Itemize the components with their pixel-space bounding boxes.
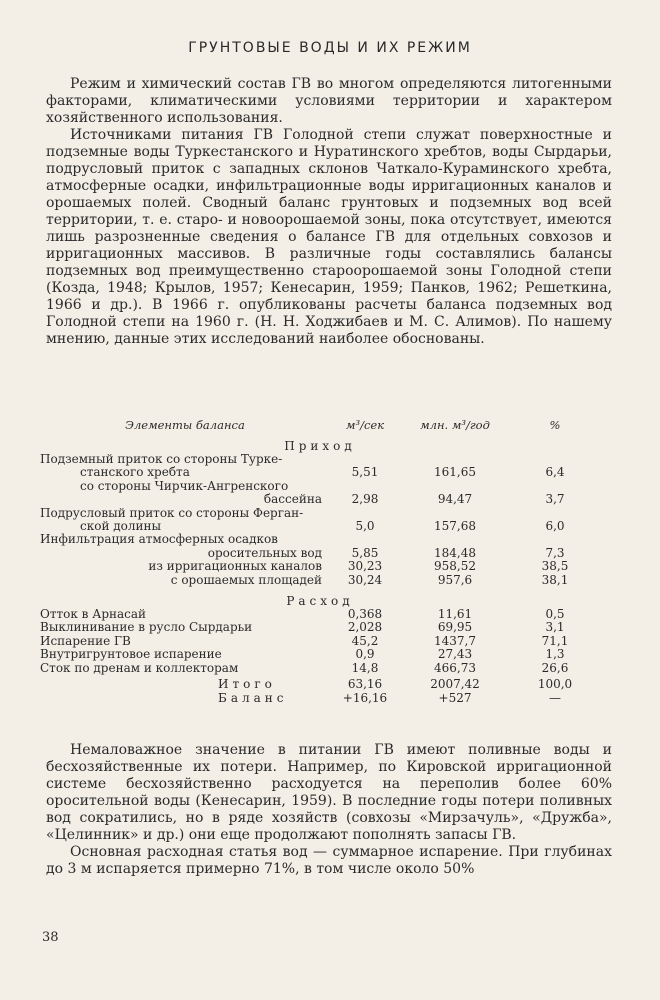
value-percent: 71,1 xyxy=(541,633,569,648)
row-label: оросительных вод xyxy=(207,545,322,560)
row-label: Подземный приток со стороны Турке- xyxy=(40,452,283,466)
row-label: со стороны Чирчик-Ангренского xyxy=(80,478,289,493)
total-label: Итого xyxy=(218,677,276,692)
row-label: ской долины xyxy=(80,519,162,534)
table-row xyxy=(40,520,600,533)
page-number: 38 xyxy=(42,930,59,945)
value-mln-m3: 69,95 xyxy=(437,620,473,635)
value-mln-m3: 184,48 xyxy=(434,545,476,560)
value-percent: 38,5 xyxy=(541,559,569,574)
value-mln-m3: +527 xyxy=(438,690,472,705)
value-mln-m3: 466,73 xyxy=(434,660,476,675)
row-label: Отток в Арнасай xyxy=(40,607,147,622)
value-percent: 0,5 xyxy=(545,607,565,622)
table-row xyxy=(40,493,600,506)
row-label: с орошаемых площадей xyxy=(170,572,322,587)
page-heading: ГРУНТОВЫЕ ВОДЫ И ИХ РЕЖИМ xyxy=(188,40,472,56)
value-m3s: 63,16 xyxy=(347,677,383,692)
value-m3s: 0,368 xyxy=(347,607,383,622)
value-m3s: 14,8 xyxy=(351,660,379,675)
value-m3s: 30,24 xyxy=(347,572,383,587)
value-percent: 6,0 xyxy=(545,519,565,534)
row-label: Внутригрунтовое испарение xyxy=(40,647,222,662)
column-header: млн. м³/год xyxy=(420,417,490,432)
value-m3s: 5,51 xyxy=(351,465,379,480)
value-percent: — xyxy=(549,690,561,705)
total-row xyxy=(40,675,600,691)
value-percent: 26,6 xyxy=(541,660,569,675)
section-title: Приход xyxy=(284,438,356,453)
value-mln-m3: 11,61 xyxy=(437,607,473,622)
paragraph: Источниками питания ГВ Голодной степи служат поверхностные и подземные воды Туркестанского и Нуратинского хребтов, воды Сырдарьи, подрусловый приток с западных склонов Чаткало-Кураминского хребта, атмосферные осадки, инфильтрационные воды ирригационных каналов и орошаемых полей. Сводный баланс грунтовых и подземных вод всей территории, т. е. старо- и новоорошаемой зоны, пока отсутствует, имеются лишь разрозненные сведения о балансе ГВ для отдельных совхозов и ирригационных массивов. В различные годы составлялись балансы подземных вод преимущественно староорошаемой зоны Голодной степи (Козда, 1948; Крылов, 1957; Кенесарин, 1959; Панков, 1962; Решеткина, 1966 и др.). В 1966 г. опубликованы расчеты баланса подземных вод Голодной степи на 1960 г. (Н. Н. Ходжибаев и М. С. Алимов). По нашему мнению, данные этих исследований наиболее обоснованы. xyxy=(46,127,612,347)
table-row xyxy=(40,560,600,573)
row-label: Сток по дренам и коллекторам xyxy=(40,660,239,675)
section-row xyxy=(40,587,600,608)
value-mln-m3: 161,65 xyxy=(434,465,476,480)
table-row xyxy=(40,547,600,560)
table-row xyxy=(40,621,600,634)
table-row xyxy=(40,507,600,520)
section-row xyxy=(40,432,600,453)
value-m3s: 0,9 xyxy=(355,647,375,662)
table-row xyxy=(40,466,600,479)
value-mln-m3: 957,6 xyxy=(437,572,473,587)
balance-row xyxy=(40,692,600,705)
value-m3s: 30,23 xyxy=(347,559,383,574)
table-row xyxy=(40,453,600,466)
column-header: Элементы баланса xyxy=(125,417,245,432)
value-m3s: 45,2 xyxy=(351,633,379,648)
closing-text xyxy=(46,742,612,878)
table-row xyxy=(40,533,600,546)
table-row xyxy=(40,635,600,648)
value-percent: 100,0 xyxy=(537,677,573,692)
balance-label: Баланс xyxy=(218,690,288,705)
value-m3s: 2,98 xyxy=(351,492,379,507)
paragraph: Основная расходная статья вод — суммарное испарение. При глубинах до 3 м испаряется примерно 71%, в том числе около 50% xyxy=(46,844,612,877)
row-label: Инфильтрация атмосферных осадков xyxy=(40,532,278,547)
row-label: из ирригационных каналов xyxy=(148,559,322,574)
value-percent: 3,7 xyxy=(545,492,565,507)
table-row xyxy=(40,648,600,661)
paragraph: Немаловажное значение в питании ГВ имеют поливные воды и бесхозяйственные их потери. Например, по Кировской ирригационной системе бесхозяйственно расходуется на переполив более 60% оросительной воды (Кенесарин, 1959). В последние годы потери поливных вод сократились, но в ряде хозяйств (совхозы «Мирзачуль», «Дружба», «Целинник» и др.) они еще продолжают пополнять запасы ГВ. xyxy=(46,742,612,843)
value-m3s: +16,16 xyxy=(342,690,388,705)
value-mln-m3: 2007,42 xyxy=(430,677,480,692)
table-row xyxy=(40,662,600,675)
table-row xyxy=(40,574,600,587)
paragraph: Режим и химический состав ГВ во многом определяются литогенными факторами, климатическими условиями территории и характером хозяйственного использования. xyxy=(46,76,612,126)
table-row xyxy=(40,608,600,621)
row-label: бассейна xyxy=(263,492,322,507)
section-title: Расход xyxy=(286,593,354,608)
table-row xyxy=(40,480,600,493)
value-percent: 3,1 xyxy=(545,620,565,635)
table-header-row xyxy=(40,412,600,432)
value-percent: 7,3 xyxy=(545,545,565,560)
value-m3s: 5,0 xyxy=(355,519,375,534)
value-mln-m3: 1437,7 xyxy=(434,633,476,648)
row-label: Выклинивание в русло Сырдарьи xyxy=(40,620,253,635)
value-mln-m3: 27,43 xyxy=(437,647,473,662)
water-balance-table xyxy=(40,412,600,705)
column-header: м³/сек xyxy=(345,417,385,432)
intro-text xyxy=(46,76,612,348)
row-label: станского хребта xyxy=(80,465,190,480)
column-header: % xyxy=(549,417,561,432)
value-percent: 1,3 xyxy=(545,647,565,662)
value-mln-m3: 157,68 xyxy=(434,519,476,534)
row-label: Испарение ГВ xyxy=(40,633,131,648)
value-m3s: 2,028 xyxy=(347,620,383,635)
row-label: Подрусловый приток со стороны Ферган- xyxy=(40,505,304,520)
value-percent: 38,1 xyxy=(541,572,569,587)
value-m3s: 5,85 xyxy=(351,545,379,560)
value-mln-m3: 958,52 xyxy=(434,559,476,574)
value-mln-m3: 94,47 xyxy=(437,492,473,507)
value-percent: 6,4 xyxy=(545,465,565,480)
